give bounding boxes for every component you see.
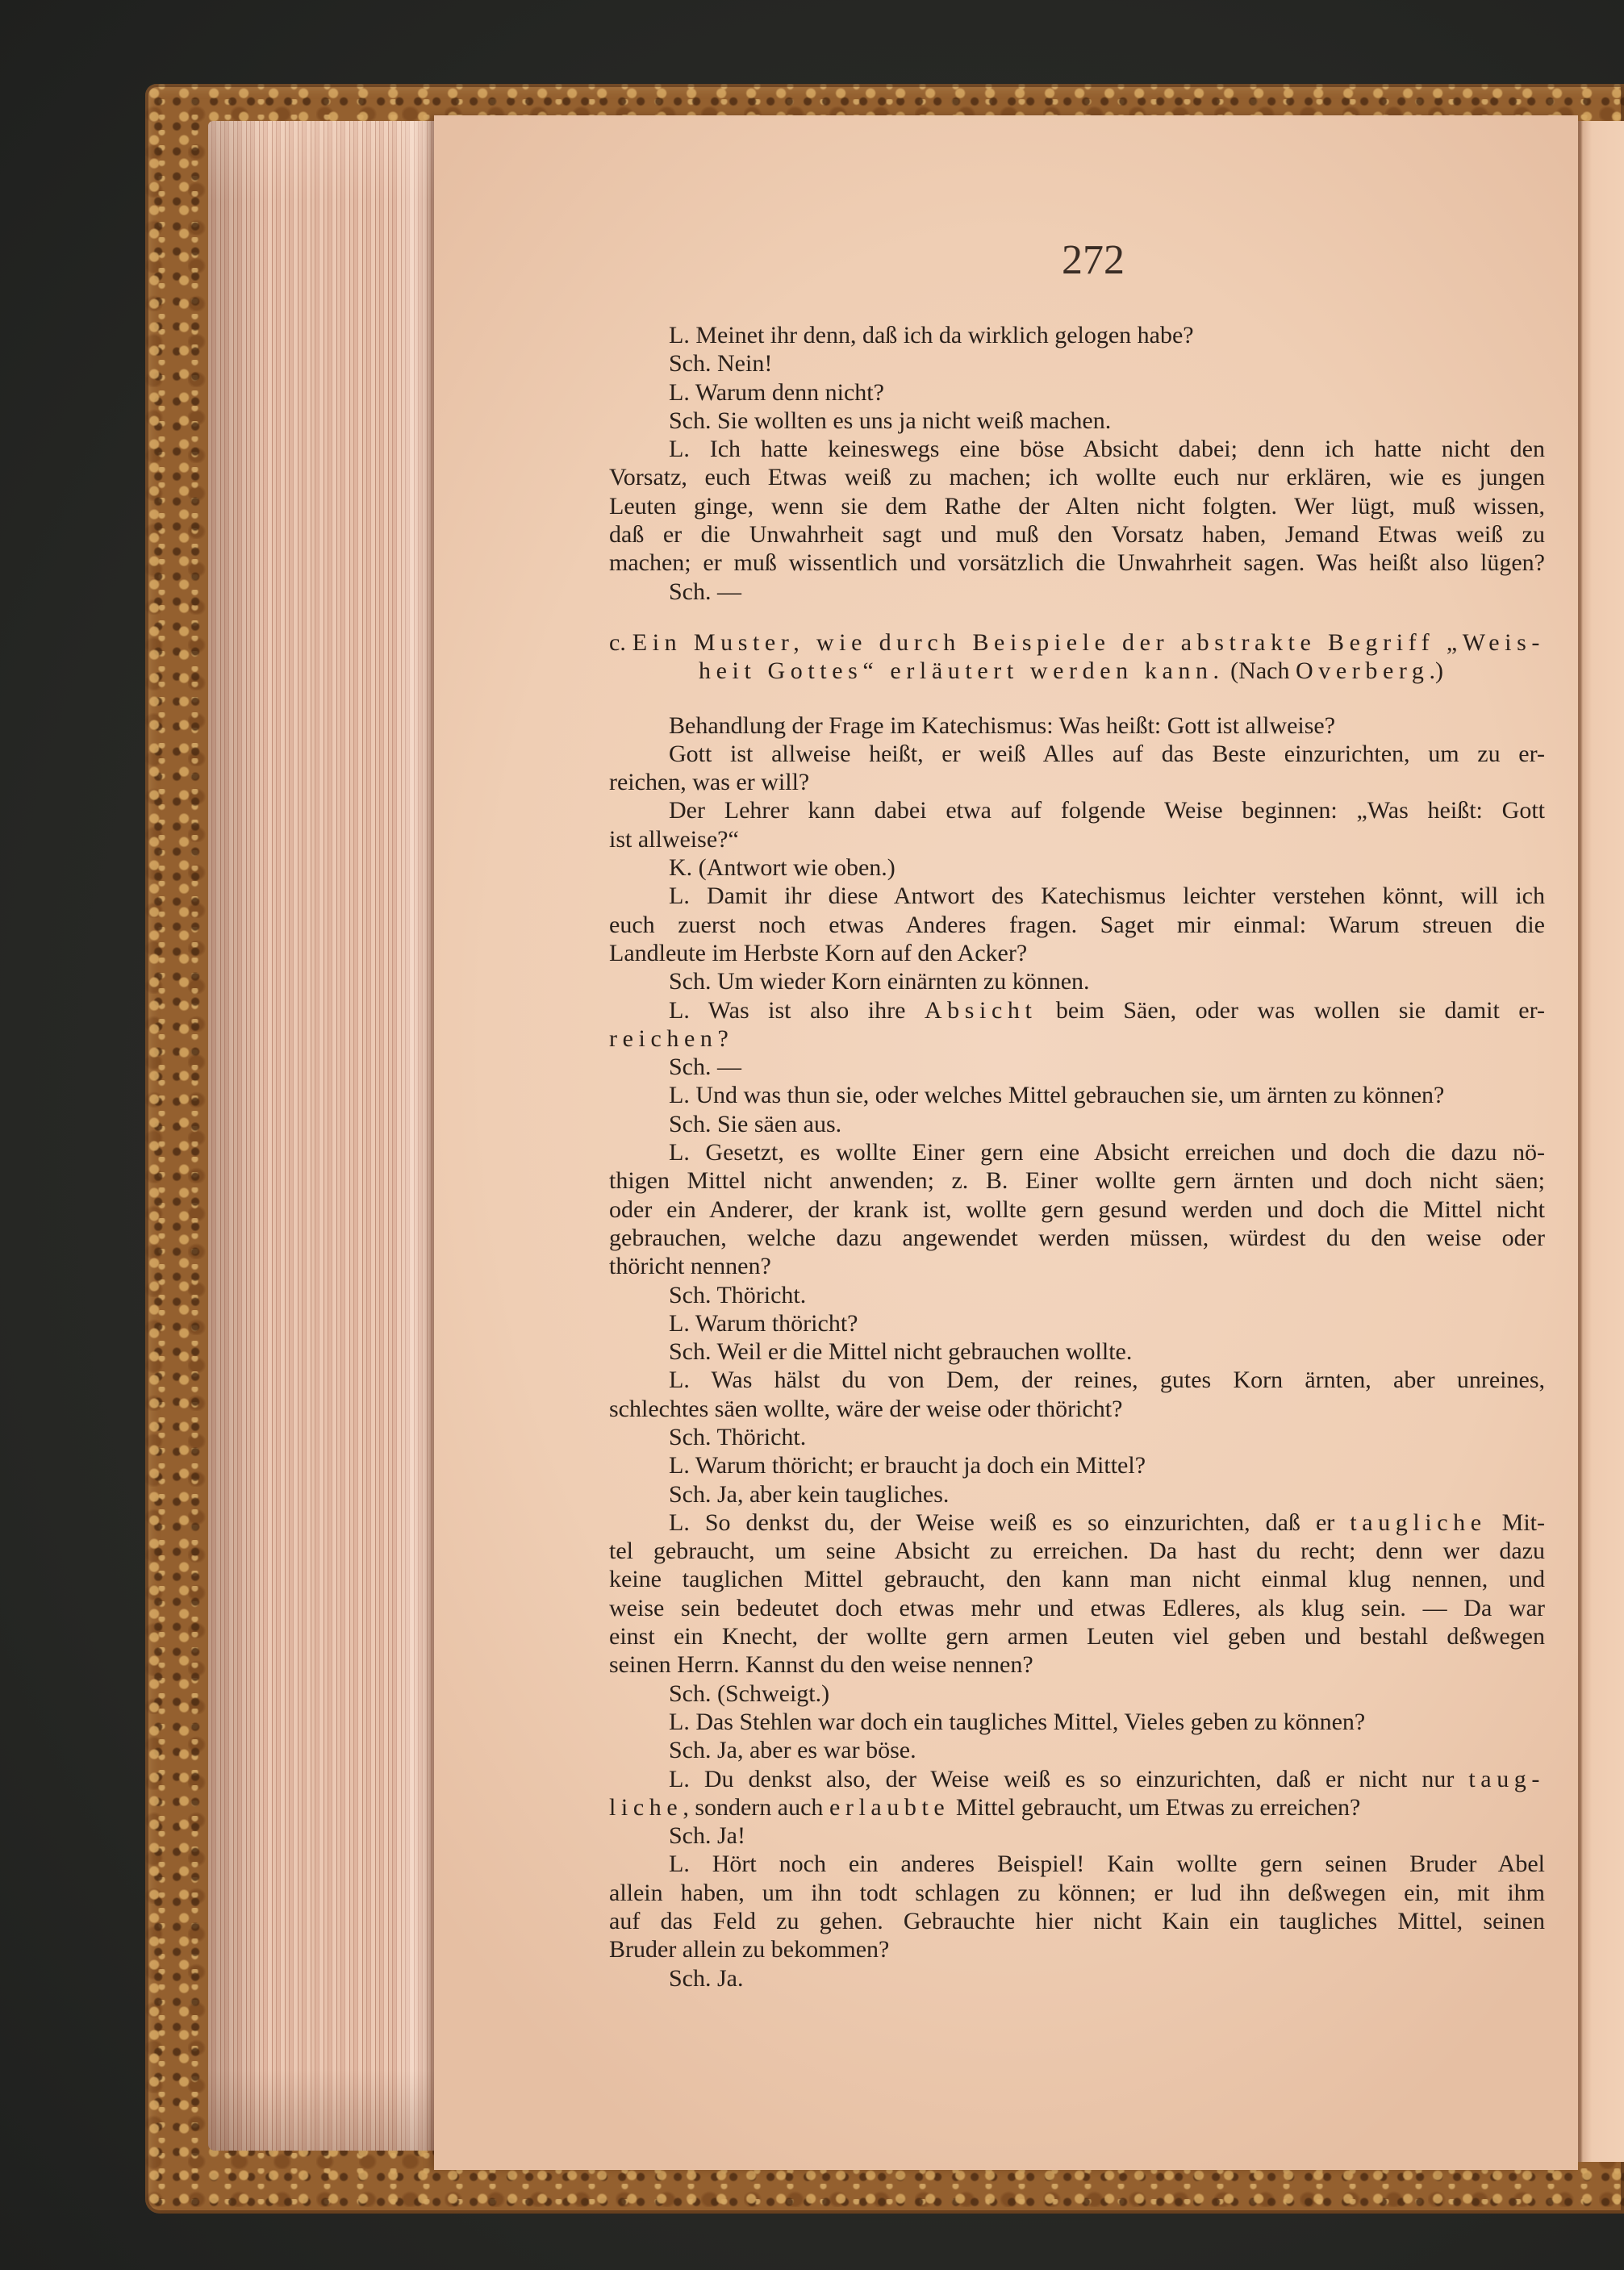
text-line [609, 1793, 1545, 1821]
page-block-fore-edge [208, 121, 436, 2151]
dialogue-block-top [609, 321, 1545, 606]
text-line [609, 407, 1545, 435]
text-line [609, 1053, 1545, 1081]
paragraph [609, 435, 1545, 577]
text-line [609, 349, 1545, 378]
text-line [609, 1821, 1545, 1850]
line-text: Sch. Nein! [669, 350, 773, 378]
spaced-emphasis: erlaubte [829, 1793, 950, 1821]
paragraph [609, 967, 1545, 995]
text-segment: Mittel gebraucht, um Etwas zu erreichen? [950, 1793, 1361, 1821]
line-text: L. Warum denn nicht? [669, 378, 884, 406]
text-line [609, 1138, 1545, 1166]
line-text: euch zuerst noch etwas Anderes fragen. Saget mir einmal: Warum streuen die [609, 911, 1545, 938]
line-text: seinen Herrn. Kannst du den weise nennen? [609, 1651, 1033, 1679]
line-text [669, 1765, 1545, 1793]
line-text: Sch. Ja. [669, 1964, 744, 1992]
text-line [609, 882, 1545, 910]
paragraph [609, 1964, 1545, 1993]
text-segment: , sondern auch [683, 1793, 829, 1821]
text-line [609, 1451, 1545, 1479]
line-text [699, 657, 1443, 685]
text-line [609, 911, 1545, 939]
paragraph [609, 1337, 1545, 1366]
line-text: L. Was hälst du von Dem, der reines, gutes Korn ärnten, aber unreines, [669, 1367, 1545, 1394]
paragraph [609, 853, 1545, 882]
text-line [609, 1650, 1545, 1679]
line-text: Landleute im Herbste Korn auf den Acker? [609, 939, 1028, 966]
line-text: K. (Antwort wie oben.) [669, 854, 895, 882]
line-text: Sch. Ja, aber kein taugliches. [669, 1480, 950, 1508]
paragraph [609, 1765, 1545, 1822]
paragraph [609, 1680, 1545, 1708]
line-text [609, 628, 1545, 657]
text-line [609, 1708, 1545, 1736]
text-line [609, 1337, 1545, 1366]
text-line [609, 321, 1545, 349]
paragraph [609, 378, 1545, 407]
text-line [609, 1594, 1545, 1622]
paragraph [609, 1366, 1545, 1423]
text-line [609, 939, 1545, 967]
line-text: schlechtes säen wollte, wäre der weise oder thöricht? [609, 1395, 1123, 1422]
line-text: L. Warum thöricht? [669, 1309, 858, 1337]
text-line [609, 1166, 1545, 1195]
paragraph [609, 740, 1545, 797]
line-text: Sch. — [669, 578, 741, 605]
text-line [609, 711, 1545, 740]
text-line [609, 853, 1545, 882]
line-text: L. Das Stehlen war doch ein taugliches Mittel, Vieles geben zu können? [669, 1708, 1366, 1735]
text-line [609, 740, 1545, 768]
spaced-emphasis: liche [609, 1793, 683, 1821]
text-segment: L. Was ist also ihre [669, 996, 925, 1024]
line-text: weise sein bedeutet doch etwas mehr und etwas Edleres, als klug sein. — Da war [609, 1594, 1545, 1621]
text-line [609, 825, 1545, 853]
line-text: ist allweise?“ [609, 825, 739, 853]
text-line [609, 1964, 1545, 1993]
text-segment: (Nach [1224, 657, 1296, 685]
line-text [669, 1508, 1545, 1537]
line-text: L. Meinet ihr denn, daß ich da wirklich gelogen habe? [669, 322, 1194, 348]
paragraph [609, 796, 1545, 853]
line-text: oder ein Anderer, der krank ist, wollte gern gesund werden und doch die Mittel nicht [609, 1196, 1545, 1223]
line-text: gebrauchen, welche dazu angewendet werden müssen, würdest du den weise oder [609, 1224, 1545, 1251]
text-segment: .) [1429, 657, 1444, 685]
text-line [609, 1110, 1545, 1138]
page-number: 272 [1062, 237, 1125, 283]
paragraph [609, 349, 1545, 378]
line-text: L. Damit ihr diese Antwort des Katechismus leichter verstehen könnt, will ich [669, 883, 1545, 910]
text-line [609, 1281, 1545, 1309]
spaced-emphasis: Ein Muster, wie durch Beispiele der abstrakte Begriff „Weis- [632, 628, 1545, 656]
text-line [609, 1024, 1545, 1053]
text-line [609, 1565, 1545, 1593]
text-line [609, 1395, 1545, 1423]
line-text [609, 1793, 1360, 1821]
paragraph [609, 1110, 1545, 1138]
text-line [609, 1081, 1545, 1109]
line-text: reichen, was er will? [609, 769, 810, 796]
text-line [609, 520, 1545, 549]
line-text: Bruder allein zu bekommen? [609, 1936, 890, 1963]
facing-page-edge [1578, 121, 1624, 2162]
paragraph [609, 996, 1545, 1054]
line-text: Sch. — [669, 1054, 741, 1081]
line-text: Sch. (Schweigt.) [669, 1680, 830, 1707]
text-line [609, 628, 1545, 657]
text-line [609, 1508, 1545, 1537]
text-line [609, 1252, 1545, 1280]
text-line [609, 463, 1545, 491]
text-line [609, 1480, 1545, 1508]
page-text [609, 321, 1545, 1993]
line-text: Leuten ginge, wenn sie dem Rathe der Alten nicht folgten. Wer lügt, muß wissen, [609, 492, 1545, 520]
spaced-emphasis: taug- [1468, 1765, 1545, 1792]
line-text: Vorsatz, euch Etwas weiß zu machen; ich wollte euch nur erklären, wie es jungen [609, 464, 1545, 491]
paragraph [609, 1451, 1545, 1479]
paragraph [609, 1736, 1545, 1764]
line-text [609, 1024, 733, 1053]
text-line [609, 1537, 1545, 1565]
text-line [609, 1765, 1545, 1793]
line-text: tel gebraucht, um seine Absicht zu erreichen. Da hast du recht; denn wer dazu [609, 1538, 1545, 1565]
text-line [609, 1850, 1545, 1878]
paragraph [609, 882, 1545, 967]
text-line [609, 492, 1545, 520]
text-line [609, 578, 1545, 606]
text-line [609, 1309, 1545, 1337]
text-line [609, 435, 1545, 463]
text-segment: L. Du denkst also, der Weise weiß es so einzurichten, daß er nicht nur [669, 1765, 1469, 1792]
line-text: Sch. Ja! [669, 1822, 745, 1850]
paragraph [609, 1309, 1545, 1337]
text-line [609, 1879, 1545, 1907]
line-text: thöricht nennen? [609, 1253, 771, 1280]
dialogue-block-main [609, 711, 1545, 1993]
paragraph [609, 407, 1545, 435]
text-line [609, 1423, 1545, 1451]
paragraph [609, 1850, 1545, 1963]
line-text: Behandlung der Frage im Katechismus: Was heißt: Gott ist allweise? [669, 711, 1336, 739]
line-text: allein haben, um ihn todt schlagen zu können; er lud ihn deßwegen ein, mit ihm [609, 1879, 1545, 1906]
text-line [609, 549, 1545, 577]
spaced-emphasis: Overberg [1295, 657, 1430, 685]
line-text: machen; er muß wissentlich und vorsätzlich die Unwahrheit sagen. Was heißt also lügen? [609, 549, 1545, 577]
text-line [609, 657, 1545, 685]
paragraph [609, 1053, 1545, 1081]
line-text: L. Hört noch ein anderes Beispiel! Kain wollte gern seinen Bruder Abel [669, 1851, 1545, 1878]
text-line [609, 796, 1545, 824]
text-line [609, 967, 1545, 995]
text-line [609, 1680, 1545, 1708]
line-text: L. Ich hatte keineswegs eine böse Absicht dabei; denn ich hatte nicht den [669, 436, 1545, 463]
paragraph [609, 1138, 1545, 1280]
text-line [609, 378, 1545, 407]
text-line [609, 1196, 1545, 1224]
section-heading [609, 628, 1545, 686]
line-text: Sch. Um wieder Korn einärnten zu können. [669, 968, 1090, 995]
line-text: Gott ist allweise heißt, er weiß Alles auf das Beste einzurichten, um zu er- [669, 740, 1545, 767]
line-text: Sch. Sie säen aus. [669, 1110, 842, 1137]
spaced-emphasis: reichen? [609, 1024, 734, 1052]
line-text: auf das Feld zu gehen. Gebrauchte hier nicht Kain ein taugliches Mittel, seinen [609, 1908, 1545, 1935]
text-line [609, 1736, 1545, 1764]
paragraph [609, 1423, 1545, 1451]
line-text: einst ein Knecht, der wollte gern armen Leuten viel geben und bestahl deßwegen [609, 1623, 1545, 1650]
spaced-emphasis: Absicht [924, 996, 1037, 1024]
paragraph [609, 711, 1545, 740]
line-text: L. Warum thöricht; er braucht ja doch ein Mittel? [669, 1452, 1146, 1479]
paragraph [609, 578, 1545, 606]
text-line [609, 1907, 1545, 1935]
text-line [609, 1935, 1545, 1963]
paragraph [609, 321, 1545, 349]
line-text: Der Lehrer kann dabei etwa auf folgende Weise beginnen: „Was heißt: Gott [669, 797, 1545, 824]
line-text: keine tauglichen Mittel gebraucht, den kann man nicht einmal klug nennen, und [609, 1566, 1545, 1593]
paragraph [609, 1821, 1545, 1850]
line-text: thigen Mittel nicht anwenden; z. B. Einer wollte gern ärnten und doch nicht säen; [609, 1167, 1545, 1195]
line-text: Sch. Thöricht. [669, 1423, 807, 1450]
line-text: daß er die Unwahrheit sagt und muß den Vorsatz haben, Jemand Etwas weiß zu [609, 521, 1545, 549]
paragraph [609, 1508, 1545, 1680]
spaced-emphasis: taugliche [1350, 1508, 1487, 1536]
spaced-emphasis: heit Gottes“ erläutert werden kann. [699, 657, 1225, 685]
paragraph [609, 1081, 1545, 1109]
text-segment: beim Säen, oder was wollen sie damit er- [1037, 996, 1545, 1024]
paragraph [609, 1708, 1545, 1736]
text-line [609, 768, 1545, 796]
text-segment: L. So denkst du, der Weise weiß es so einzurichten, daß er [669, 1508, 1351, 1536]
line-text: L. Und was thun sie, oder welches Mittel gebrauchen sie, um ärnten zu können? [669, 1082, 1445, 1109]
line-text: Sch. Thöricht. [669, 1281, 807, 1308]
text-line [609, 1622, 1545, 1650]
line-text: Sch. Weil er die Mittel nicht gebrauchen wollte. [669, 1338, 1133, 1366]
line-text: Sch. Ja, aber es war böse. [669, 1737, 916, 1764]
text-line [609, 1224, 1545, 1252]
text-line [609, 996, 1545, 1024]
line-text: L. Gesetzt, es wollte Einer gern eine Absicht erreichen und doch die dazu nö- [669, 1139, 1545, 1166]
text-segment: c. [609, 628, 632, 656]
line-text [669, 996, 1545, 1024]
paragraph [609, 1281, 1545, 1309]
text-line [609, 1366, 1545, 1394]
book-page [434, 115, 1578, 2170]
paragraph [609, 1480, 1545, 1508]
line-text: Sch. Sie wollten es uns ja nicht weiß machen. [669, 407, 1112, 434]
text-segment: Mit- [1486, 1508, 1545, 1536]
